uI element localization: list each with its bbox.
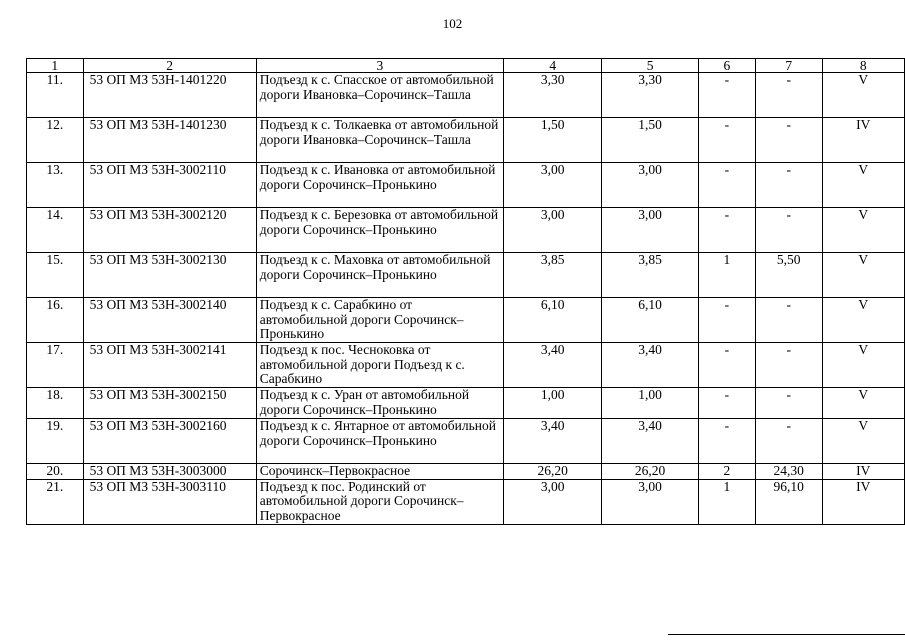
value-col-6: -	[698, 419, 755, 464]
road-id: 53 ОП МЗ 53Н-3002130	[83, 253, 256, 298]
value-col-7: -	[755, 298, 822, 343]
value-col-6: -	[698, 343, 755, 388]
table-row	[27, 118, 905, 163]
road-id: 53 ОП МЗ 53Н-3002110	[83, 163, 256, 208]
value-col-4: 26,20	[504, 464, 602, 480]
value-col-4: 1,50	[504, 118, 602, 163]
value-col-6: -	[698, 163, 755, 208]
value-col-4: 3,00	[504, 479, 602, 524]
road-id: 53 ОП МЗ 53Н-3002140	[83, 298, 256, 343]
table-row	[27, 253, 905, 298]
road-name: Подъезд к с. Сарабкино от автомобильной дороги Сорочинск–Пронькино	[256, 298, 503, 343]
page-number: 102	[442, 16, 463, 31]
road-name: Подъезд к с. Толкаевка от автомобильной дороги Ивановка–Сорочинск–Ташла	[256, 118, 503, 163]
value-col-7: 5,50	[755, 253, 822, 298]
table-row	[27, 298, 905, 343]
row-number: 16.	[27, 298, 84, 343]
category: V	[822, 253, 904, 298]
value-col-4: 6,10	[504, 298, 602, 343]
road-name: Подъезд к с. Спасское от автомобильной дороги Ивановка–Сорочинск–Ташла	[256, 73, 503, 118]
category: IV	[822, 479, 904, 524]
table-header-row	[27, 59, 905, 73]
road-name: Подъезд к пос. Чесноковка от автомобильной дороги Подъезд к с. Сарабкино	[256, 343, 503, 388]
header-cell-3: 3	[256, 59, 503, 73]
value-col-5: 3,85	[602, 253, 698, 298]
value-col-6: 1	[698, 479, 755, 524]
value-col-7: -	[755, 208, 822, 253]
value-col-7: 24,30	[755, 464, 822, 480]
value-col-5: 26,20	[602, 464, 698, 480]
road-id: 53 ОП МЗ 53Н-3002141	[83, 343, 256, 388]
road-name: Подъезд к с. Маховка от автомобильной дороги Сорочинск–Пронькино	[256, 253, 503, 298]
road-id: 53 ОП МЗ 53Н-3002120	[83, 208, 256, 253]
header-cell-2: 2	[83, 59, 256, 73]
value-col-6: -	[698, 298, 755, 343]
road-name: Подъезд к с. Ивановка от автомобильной дороги Сорочинск–Пронькино	[256, 163, 503, 208]
value-col-6: 2	[698, 464, 755, 480]
road-name: Сорочинск–Первокрасное	[256, 464, 503, 480]
row-number: 11.	[27, 73, 84, 118]
row-number: 19.	[27, 419, 84, 464]
value-col-5: 3,00	[602, 479, 698, 524]
value-col-7: -	[755, 163, 822, 208]
footer-rule	[668, 634, 905, 635]
value-col-5: 3,00	[602, 163, 698, 208]
value-col-6: -	[698, 118, 755, 163]
row-number: 18.	[27, 388, 84, 419]
value-col-5: 3,00	[602, 208, 698, 253]
category: V	[822, 388, 904, 419]
value-col-4: 3,00	[504, 163, 602, 208]
header-cell-5: 5	[602, 59, 698, 73]
category: V	[822, 73, 904, 118]
header-cell-6: 6	[698, 59, 755, 73]
table-row	[27, 479, 905, 524]
category: V	[822, 343, 904, 388]
category: V	[822, 419, 904, 464]
value-col-4: 3,00	[504, 208, 602, 253]
roads-table	[26, 58, 905, 525]
road-id: 53 ОП МЗ 53Н-3003000	[83, 464, 256, 480]
category: IV	[822, 118, 904, 163]
value-col-7: -	[755, 73, 822, 118]
road-name: Подъезд к с. Янтарное от автомобильной дороги Сорочинск–Пронькино	[256, 419, 503, 464]
road-name: Подъезд к с. Березовка от автомобильной дороги Сорочинск–Пронькино	[256, 208, 503, 253]
table-row	[27, 208, 905, 253]
category: V	[822, 163, 904, 208]
table-row	[27, 388, 905, 419]
value-col-4: 1,00	[504, 388, 602, 419]
value-col-6: -	[698, 208, 755, 253]
value-col-7: 96,10	[755, 479, 822, 524]
value-col-7: -	[755, 419, 822, 464]
value-col-7: -	[755, 343, 822, 388]
road-name: Подъезд к с. Уран от автомобильной дороги Сорочинск–Пронькино	[256, 388, 503, 419]
value-col-6: -	[698, 388, 755, 419]
header-cell-7: 7	[755, 59, 822, 73]
row-number: 12.	[27, 118, 84, 163]
category: IV	[822, 464, 904, 480]
header-cell-4: 4	[504, 59, 602, 73]
value-col-6: -	[698, 73, 755, 118]
road-id: 53 ОП МЗ 53Н-1401230	[83, 118, 256, 163]
header-cell-8: 8	[822, 59, 904, 73]
value-col-4: 3,85	[504, 253, 602, 298]
value-col-4: 3,40	[504, 343, 602, 388]
value-col-4: 3,40	[504, 419, 602, 464]
value-col-5: 3,40	[602, 419, 698, 464]
road-id: 53 ОП МЗ 53Н-3002160	[83, 419, 256, 464]
table-row	[27, 464, 905, 480]
value-col-5: 3,40	[602, 343, 698, 388]
table-row	[27, 419, 905, 464]
header-cell-1: 1	[27, 59, 84, 73]
row-number: 21.	[27, 479, 84, 524]
value-col-5: 1,00	[602, 388, 698, 419]
table-row	[27, 163, 905, 208]
road-name: Подъезд к пос. Родинский от автомобильной дороги Сорочинск–Первокрасное	[256, 479, 503, 524]
value-col-5: 6,10	[602, 298, 698, 343]
road-id: 53 ОП МЗ 53Н-3002150	[83, 388, 256, 419]
road-id: 53 ОП МЗ 53Н-1401220	[83, 73, 256, 118]
value-col-5: 3,30	[602, 73, 698, 118]
category: V	[822, 208, 904, 253]
value-col-7: -	[755, 388, 822, 419]
value-col-4: 3,30	[504, 73, 602, 118]
row-number: 20.	[27, 464, 84, 480]
category: V	[822, 298, 904, 343]
value-col-6: 1	[698, 253, 755, 298]
road-id: 53 ОП МЗ 53Н-3003110	[83, 479, 256, 524]
table-row	[27, 343, 905, 388]
row-number: 15.	[27, 253, 84, 298]
row-number: 17.	[27, 343, 84, 388]
value-col-7: -	[755, 118, 822, 163]
value-col-5: 1,50	[602, 118, 698, 163]
table-row	[27, 73, 905, 118]
row-number: 13.	[27, 163, 84, 208]
row-number: 14.	[27, 208, 84, 253]
